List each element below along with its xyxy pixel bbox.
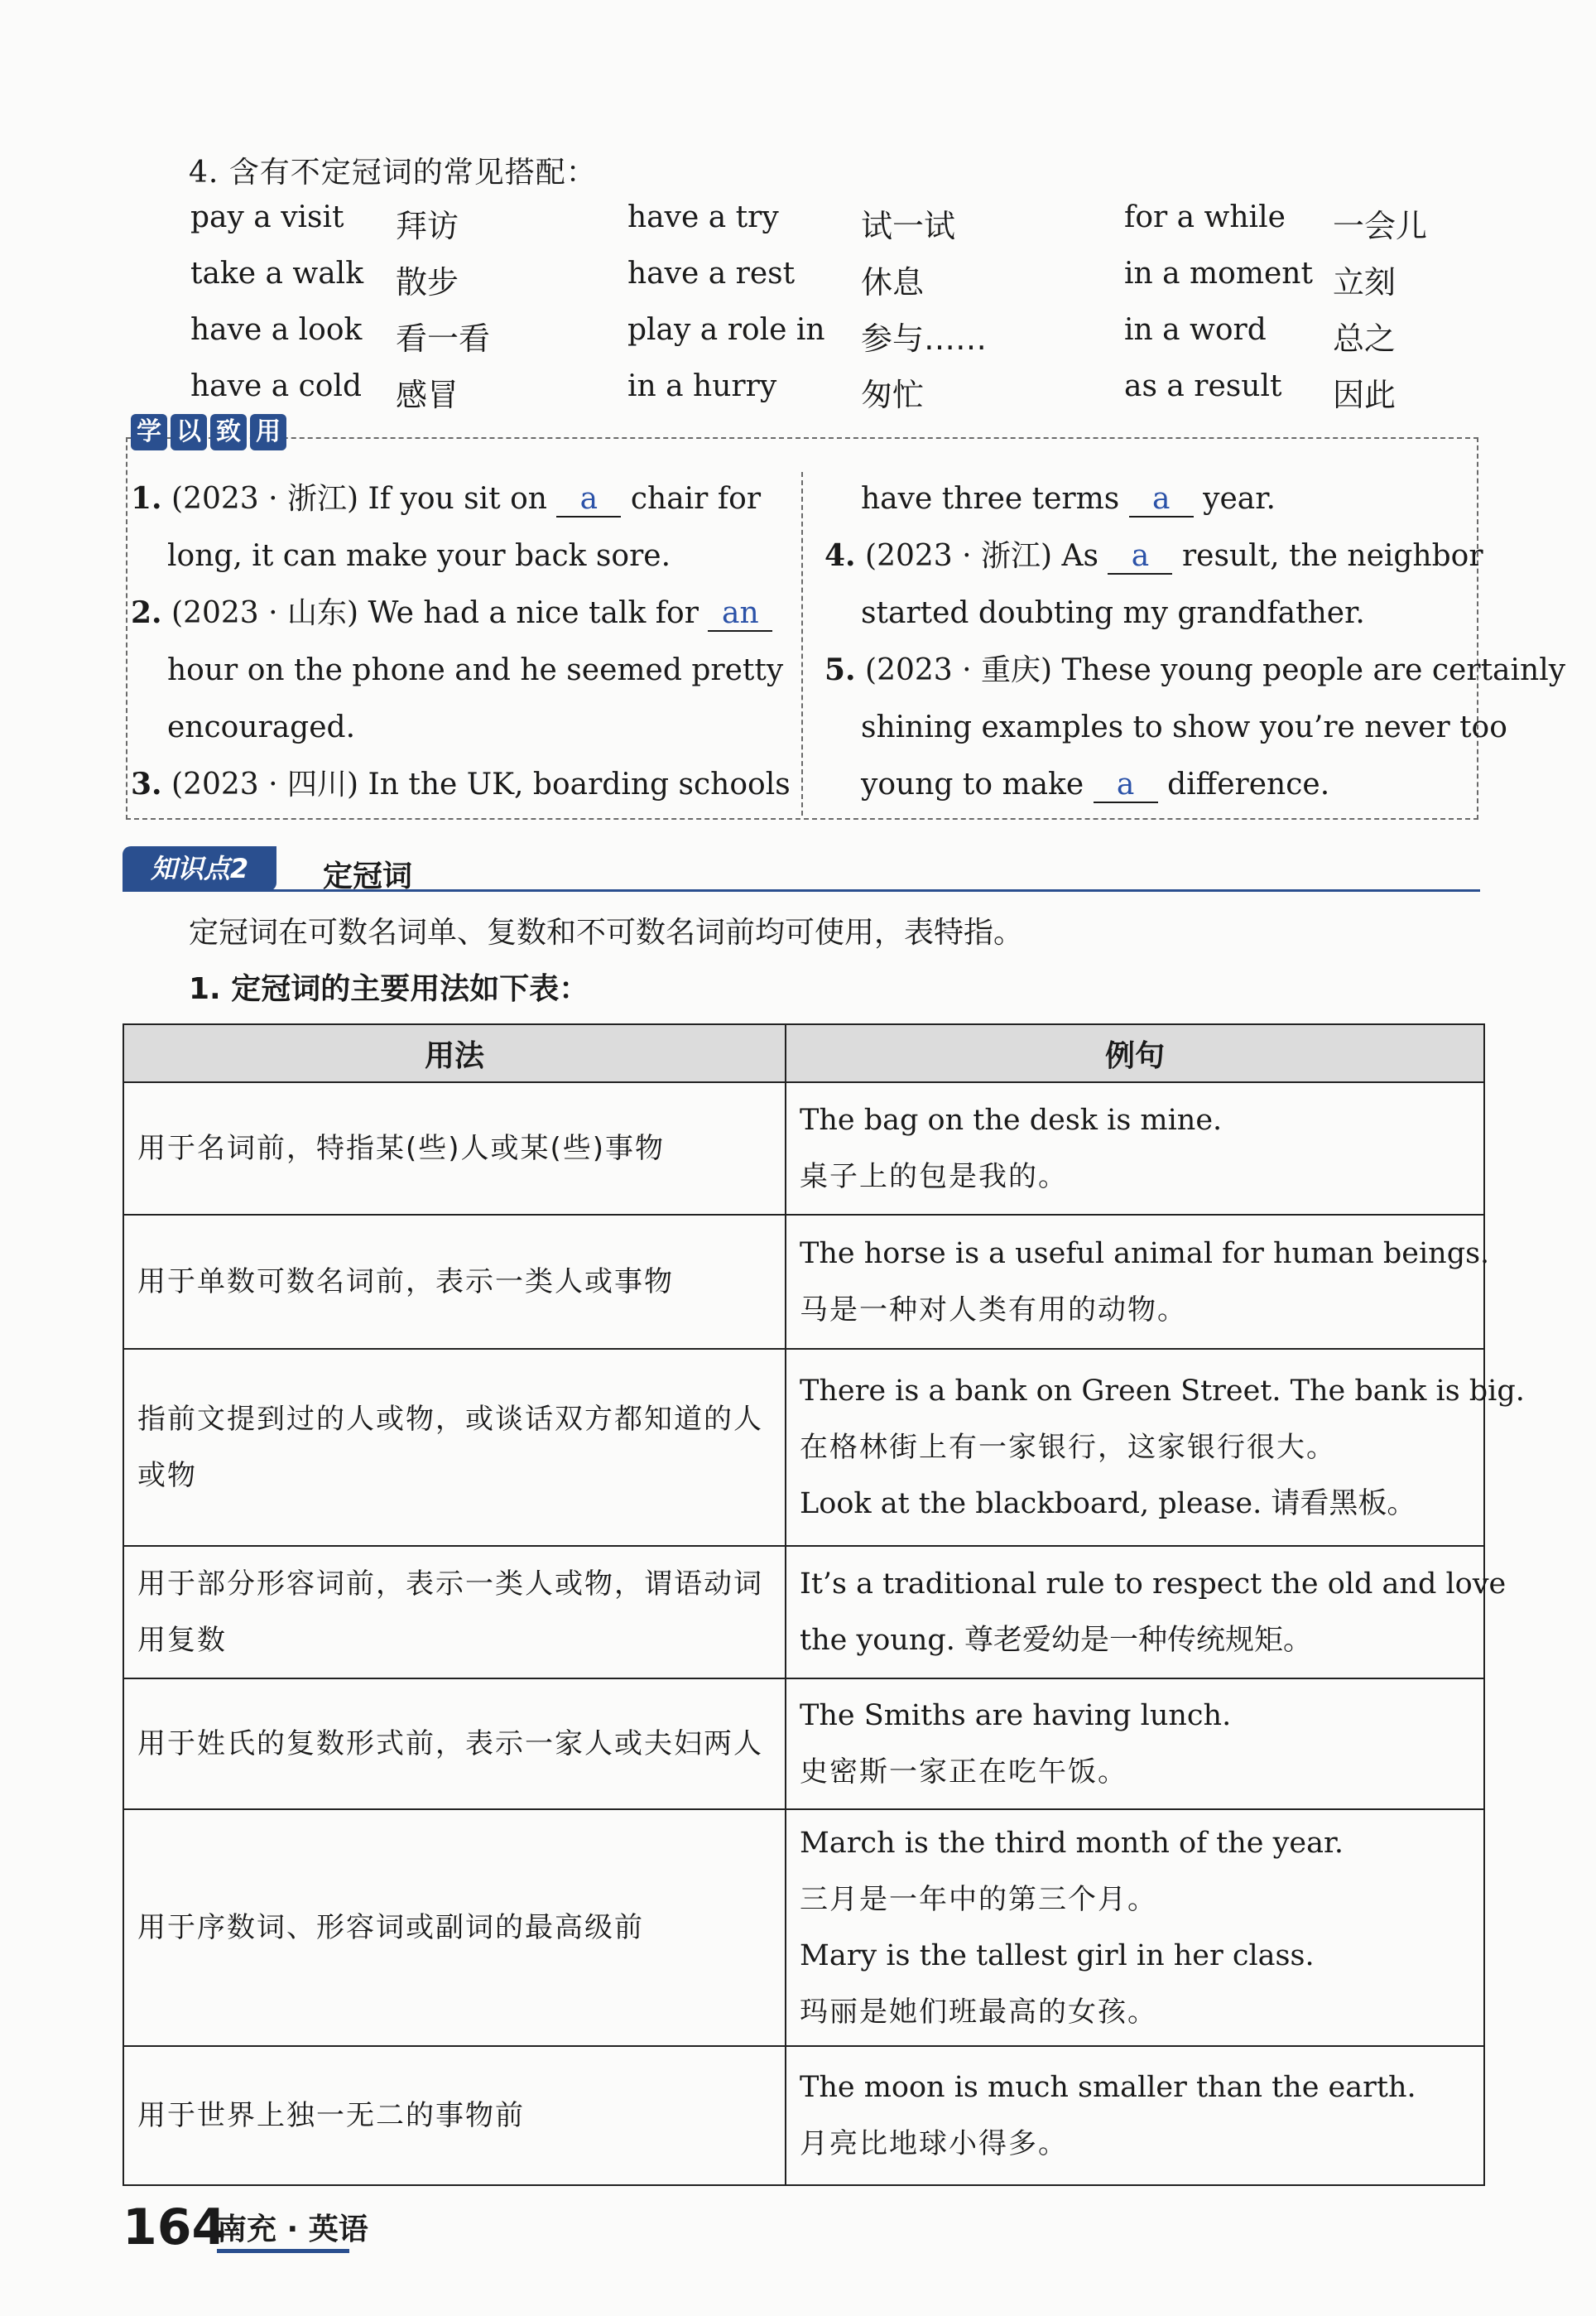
question-3-cont	[824, 470, 1478, 527]
subsection-title: 1. 定冠词的主要用法如下表：	[189, 972, 589, 1006]
example-sentence: The bag on the desk is mine.	[800, 1104, 1223, 1137]
phrase-meaning: 感冒	[396, 377, 459, 413]
example-cell	[786, 1349, 1525, 1546]
question-text: We had a nice talk for	[368, 596, 699, 630]
question-2	[131, 585, 785, 642]
phrase: pay a visit	[190, 200, 344, 234]
answer-blank[interactable]: a	[1129, 483, 1194, 518]
question-5-cont	[824, 756, 1478, 813]
question-1	[131, 470, 785, 527]
phrase-meaning: 因此	[1333, 377, 1396, 413]
table-header-row	[123, 1024, 1484, 1082]
question-5	[824, 642, 1566, 699]
question-source: (2023 · 山东)	[171, 596, 359, 630]
phrase-meaning: 参与……	[861, 320, 988, 357]
answer-blank[interactable]: a	[1094, 768, 1158, 803]
question-number: 1.	[131, 481, 162, 516]
example-cell	[786, 1546, 1507, 1678]
question-text: If you sit on	[368, 482, 547, 516]
question-number: 3.	[131, 767, 162, 802]
example-cell	[786, 1809, 1484, 2046]
badge-char: 学	[131, 414, 167, 450]
collocation-grid	[190, 200, 1482, 426]
question-text: difference.	[1167, 768, 1330, 802]
question-4	[824, 527, 1483, 585]
answer-blank[interactable]: a	[556, 483, 621, 518]
question-text: These young people are certainly	[1061, 653, 1566, 687]
phrase-meaning: 一会儿	[1333, 208, 1428, 244]
section-title: 4. 含有不定冠词的常见搭配：	[189, 156, 597, 190]
question-1-cont: long, it can make your back sore.	[167, 539, 671, 573]
question-3	[131, 756, 791, 813]
table-row	[123, 1809, 1484, 2046]
page-number: 164	[123, 2198, 227, 2256]
example-translation: 玛丽是她们班最高的女孩。	[800, 1996, 1157, 2029]
question-text: In the UK, boarding schools	[368, 768, 791, 802]
example-translation: 史密斯一家正在吃午饭。	[800, 1755, 1127, 1789]
phrase: as a result	[1124, 369, 1282, 403]
example-cell	[786, 1215, 1490, 1349]
question-source: (2023 · 浙江)	[865, 539, 1053, 573]
question-4-cont: started doubting my grandfather.	[861, 596, 1365, 630]
practice-right-column	[824, 470, 1566, 813]
example-translation: 桌子上的包是我的。	[800, 1160, 1068, 1193]
collocation-row	[190, 200, 1482, 257]
example-sentence: There is a bank on Green Street. The bank is big.	[800, 1375, 1525, 1408]
usage-cell: 用于世界上独一无二的事物前	[123, 2046, 786, 2185]
table-row	[123, 1082, 1484, 1215]
example-cell	[786, 1082, 1484, 1215]
divider	[123, 889, 1480, 892]
usage-cell: 用于名词前，特指某(些)人或某(些)事物	[123, 1082, 786, 1215]
question-source: (2023 · 重庆)	[865, 653, 1053, 687]
practice-badge	[131, 414, 286, 455]
example-sentence: Look at the blackboard, please. 请看黑板。	[800, 1487, 1416, 1520]
phrase: have a cold	[190, 369, 363, 403]
question-source: (2023 · 四川)	[171, 768, 359, 802]
usage-cell: 用于部分形容词前，表示一类人或物，谓语动词用复数	[123, 1546, 786, 1678]
example-cell	[786, 1678, 1484, 1809]
question-text: year.	[1203, 482, 1276, 516]
knowledge-point-title: 定冠词	[323, 859, 413, 893]
question-2-cont: encouraged.	[167, 710, 356, 744]
usage-cell: 指前文提到过的人或物，或谈话双方都知道的人或物	[123, 1349, 786, 1546]
collocation-row	[190, 313, 1482, 369]
phrase: take a walk	[190, 257, 364, 291]
example-cell	[786, 2046, 1484, 2185]
usage-cell: 用于姓氏的复数形式前，表示一家人或夫妇两人	[123, 1678, 786, 1809]
question-text: As	[1061, 539, 1099, 573]
example-translation: 马是一种对人类有用的动物。	[800, 1293, 1187, 1327]
phrase-meaning: 拜访	[396, 208, 459, 244]
example-sentence: Mary is the tallest girl in her class.	[800, 1939, 1315, 1972]
question-number: 4.	[824, 538, 856, 573]
table-row	[123, 1215, 1484, 1349]
question-5-cont: shining examples to show you’re never too	[861, 710, 1507, 744]
phrase: play a role in	[627, 313, 825, 347]
collocation-row	[190, 257, 1482, 313]
phrase: have a rest	[627, 257, 796, 291]
example-sentence: It’s a traditional rule to respect the old and love	[800, 1567, 1507, 1601]
question-2-cont: hour on the phone and he seemed pretty	[167, 653, 784, 687]
phrase-meaning: 休息	[861, 264, 925, 301]
answer-blank[interactable]: an	[708, 597, 772, 632]
practice-left-column	[131, 470, 791, 813]
phrase: have a try	[627, 200, 779, 234]
knowledge-point-badge: 知识点2	[123, 846, 276, 891]
phrase-meaning: 匆忙	[861, 377, 925, 413]
usage-cell: 用于序数词、形容词或副词的最高级前	[123, 1809, 786, 2046]
badge-char: 致	[210, 414, 247, 450]
table-row	[123, 1349, 1484, 1546]
phrase: in a moment	[1124, 257, 1313, 291]
phrase-meaning: 试一试	[861, 208, 956, 244]
badge-char: 用	[250, 414, 286, 450]
column-header: 例句	[786, 1024, 1484, 1082]
question-text: result, the neighbor	[1181, 539, 1483, 573]
phrase-meaning: 立刻	[1333, 264, 1396, 301]
question-text: have three terms	[861, 482, 1120, 516]
example-sentence: The horse is a useful animal for human beings.	[800, 1237, 1490, 1270]
phrase: in a hurry	[627, 369, 777, 403]
phrase: for a while	[1124, 200, 1286, 234]
question-text: young to make	[861, 768, 1084, 802]
question-number: 2.	[131, 595, 162, 630]
phrase: in a word	[1124, 313, 1267, 347]
example-sentence: The moon is much smaller than the earth.	[800, 2071, 1416, 2104]
practice-divider	[801, 472, 803, 816]
collocation-row	[190, 369, 1482, 426]
badge-char: 以	[171, 414, 207, 450]
answer-blank[interactable]: a	[1108, 540, 1172, 575]
phrase-meaning: 总之	[1333, 320, 1396, 357]
footer-label: 南充 · 英语	[217, 2212, 368, 2246]
example-sentence: the young. 尊老爱幼是一种传统规矩。	[800, 1624, 1313, 1657]
phrase-meaning: 散步	[396, 264, 459, 301]
question-number: 5.	[824, 652, 856, 687]
usage-table	[123, 1023, 1525, 2186]
example-sentence: The Smiths are having lunch.	[800, 1699, 1232, 1732]
footer-underline	[217, 2249, 349, 2253]
example-translation: 三月是一年中的第三个月。	[800, 1883, 1157, 1916]
table-row	[123, 2046, 1484, 2185]
example-translation: 月亮比地球小得多。	[800, 2127, 1068, 2160]
question-text: chair for	[630, 482, 762, 516]
column-header: 用法	[123, 1024, 786, 1082]
example-sentence: March is the third month of the year.	[800, 1827, 1344, 1860]
intro-text: 定冠词在可数名词单、复数和不可数名词前均可使用，表特指。	[189, 916, 1024, 950]
phrase-meaning: 看一看	[396, 320, 491, 357]
table-row	[123, 1546, 1484, 1678]
phrase: have a look	[190, 313, 363, 347]
table-row	[123, 1678, 1484, 1809]
example-translation: 在格林街上有一家银行，这家银行很大。	[800, 1431, 1336, 1464]
question-source: (2023 · 浙江)	[171, 482, 359, 516]
usage-cell: 用于单数可数名词前，表示一类人或事物	[123, 1215, 786, 1349]
